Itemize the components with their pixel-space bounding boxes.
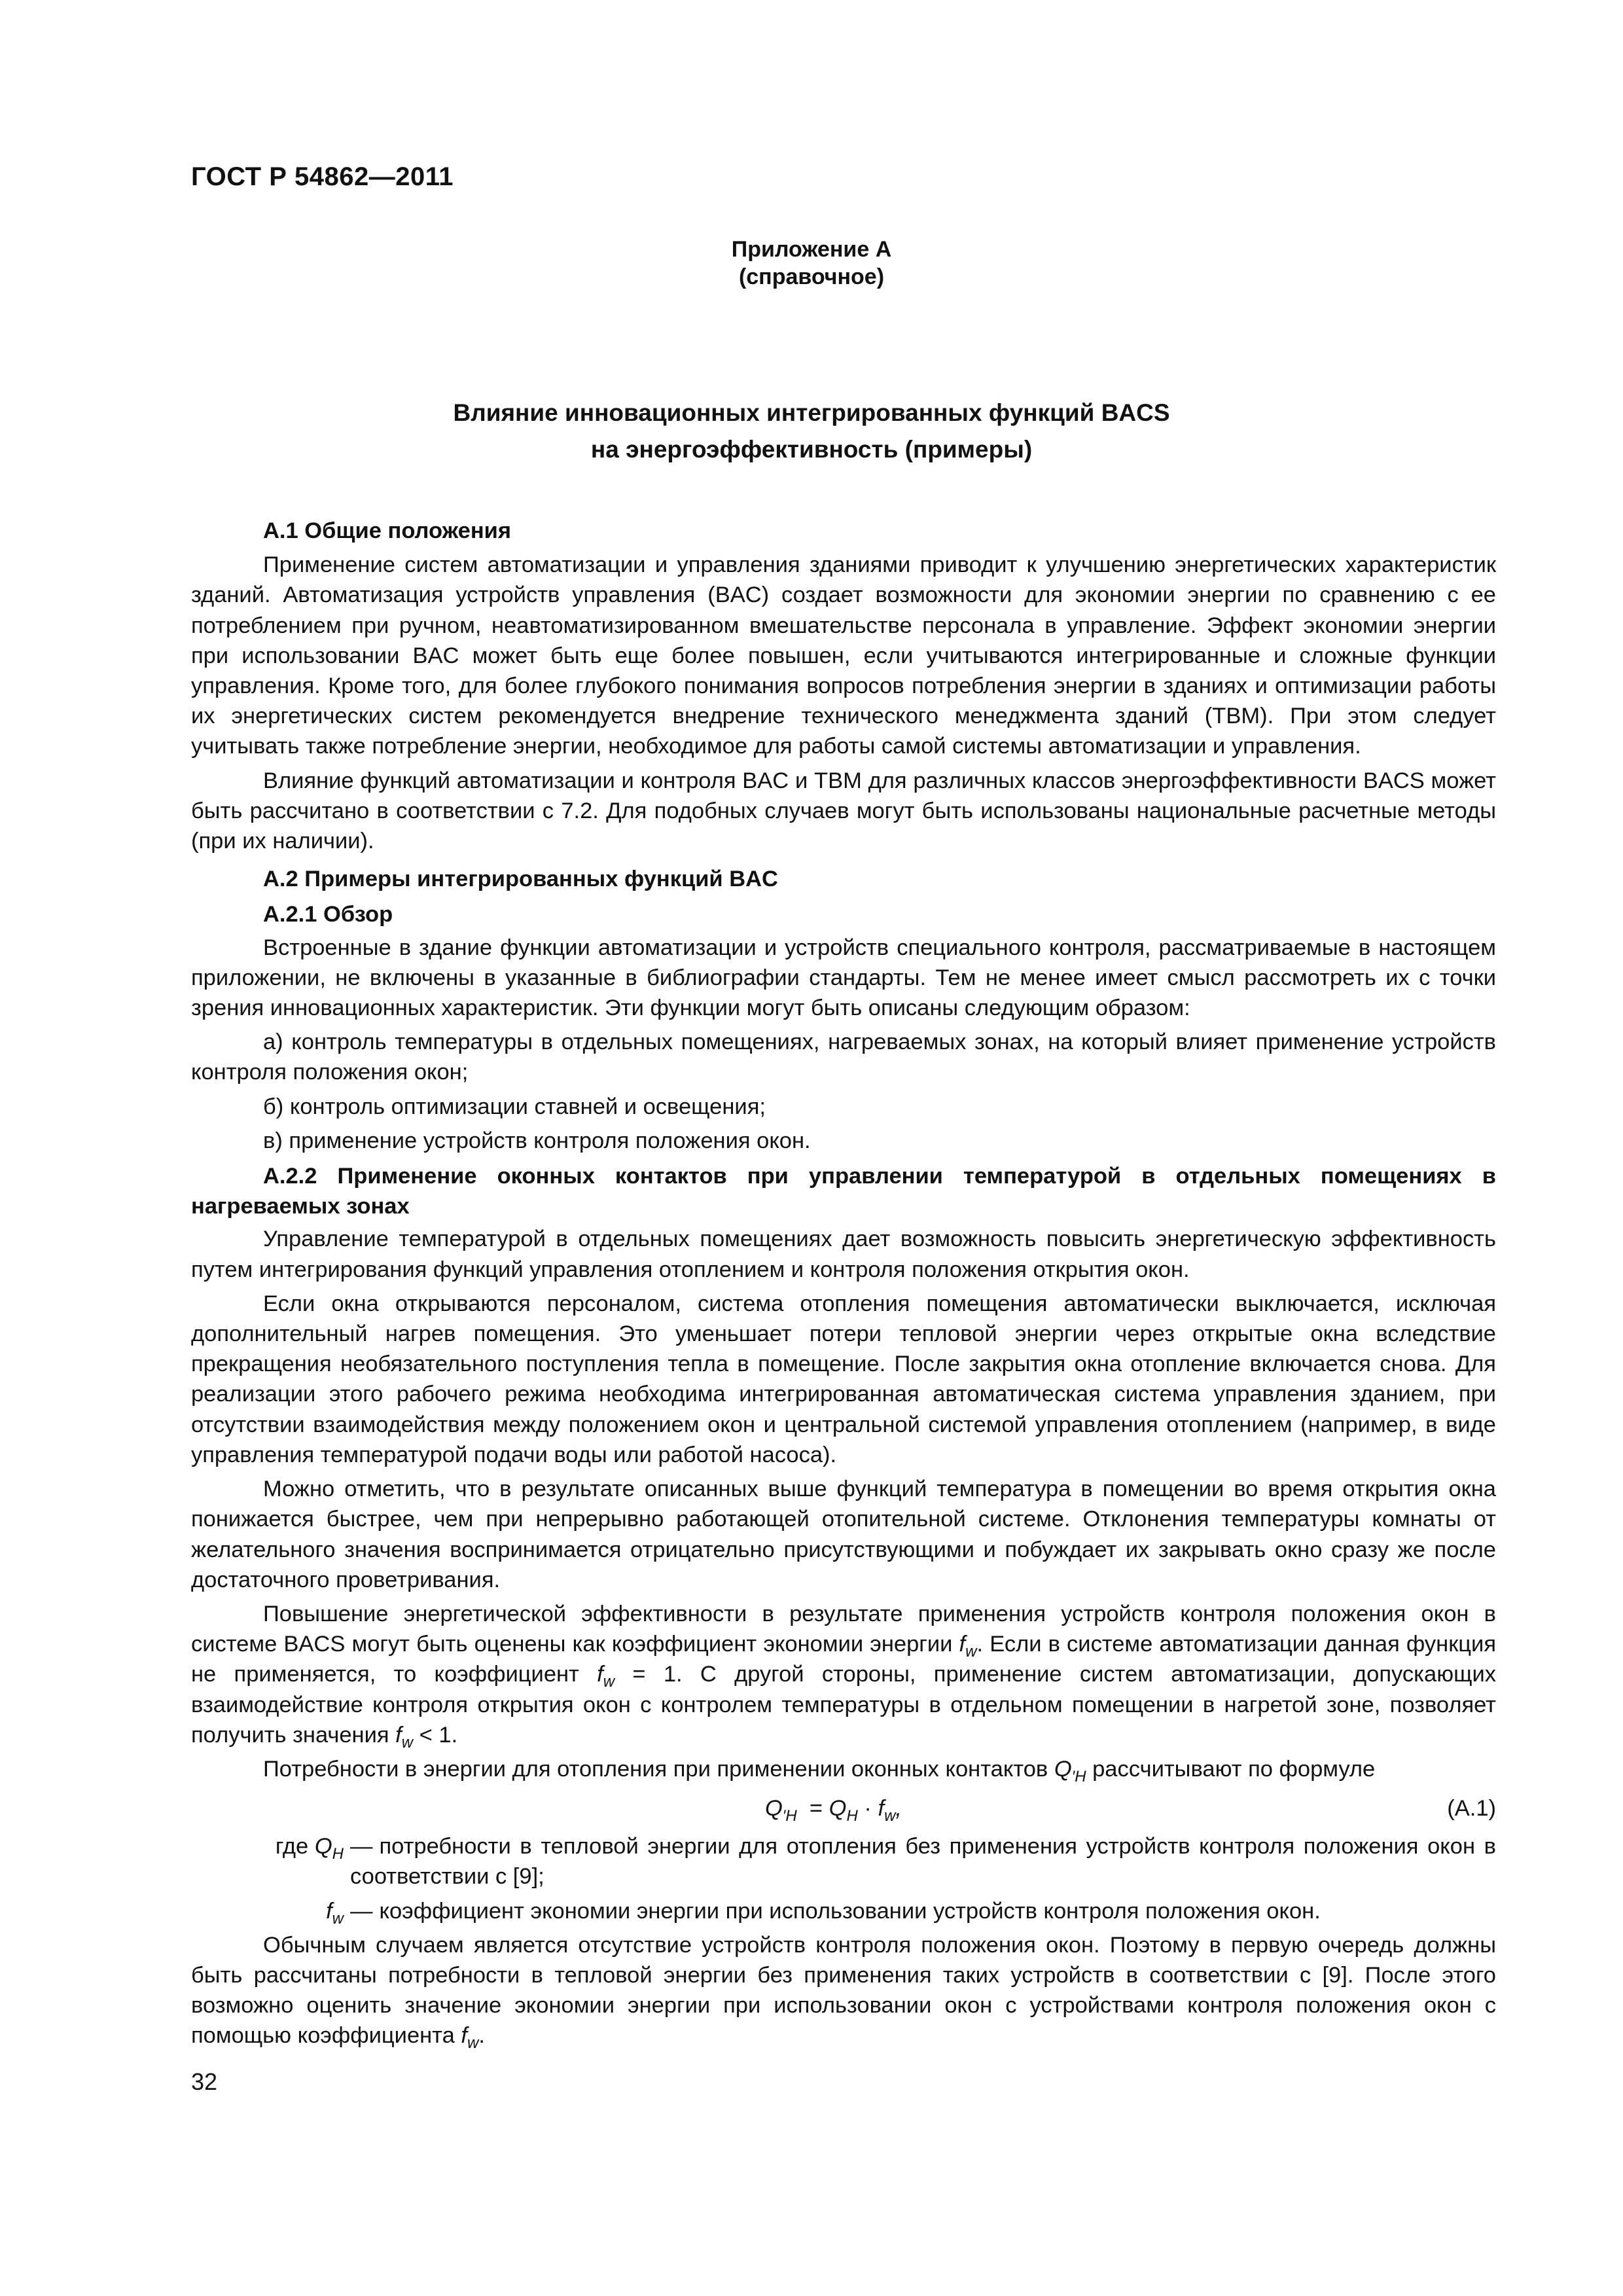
paragraph-with-symbols: Потребности в энергии для отопления при применении оконных контактов $Q_{'H}$ рассчитывают по формуле <box>263 1756 1376 1785</box>
section-heading-a2: А.2 Примеры интегрированных функций BAC <box>263 867 778 892</box>
paragraph: Управление температурой в отдельных помещениях дает возможность повысить энергетическую эффективность путем интегрирования функций управления отоплением и контроля положения открытия окон. <box>191 1227 1496 1282</box>
paragraph: Применение систем автоматизации и управления зданиями приводит к улучшению энергетических характеристик зданий. Автоматизация устройств управления (BAC) создает возможности для экономии энергии по сравнению с ее потреблением при ручном, неавтоматизированном вмешательстве персонала в управление. Эффект экономии энергии при использовании BAC может быть еще более повышен, если учитываются интегрированные и сложные функции управления. Кроме того, для более глубокого понимания вопросов потребления энергии в зданиях и оптимизации работы их энергетических систем рекомендуется внедрение технического менеджмента зданий (ТВМ). При этом следует учитывать также потребление энергии, необходимое для работы самой системы автоматизации и управления. <box>191 552 1496 759</box>
list-item: а) контроль температуры в отдельных помещениях, нагреваемых зонах, на который влияет применение устройств контроля положения окон; <box>191 1030 1496 1085</box>
standard-code: ГОСТ Р 54862—2011 <box>191 162 454 191</box>
appendix-label: Приложение А <box>731 237 892 262</box>
list-item: б) контроль оптимизации ставней и освещения; <box>263 1094 766 1119</box>
document-body <box>191 508 1496 2051</box>
section-heading-a1: А.1 Общие положения <box>263 518 512 543</box>
formula-a1 <box>191 1791 1496 1827</box>
paragraph-with-symbols: Повышение энергетической эффективности в результате применения устройств контроля положения окон в системе BACS могут быть оценены как коэффициент экономии энергии $f_w$. Если в системе автоматизации данная функция не применяется, то коэффициент $f_w = 1$. С другой стороны, применение систем автоматизации, допускающих взаимодействие контроля открытия окон с контролем температуры в отдельном помещении в нагретой зоне, позволяет получить значения $f_w < 1$. <box>191 1601 1497 1751</box>
subsection-heading-a21: А.2.1 Обзор <box>263 902 393 927</box>
formula-number: (А.1) <box>1447 1796 1496 1821</box>
page-number: 32 <box>191 2068 218 2095</box>
paragraph: Если окна открываются персоналом, система отопления помещения автоматически выключается, исключая дополнительный нагрев помещения. Это уменьшает потери тепловой энергии через открытые окна вследствие прекращения необязательного поступления тепла в помещение. После закрытия окна отопление включается снова. Для реализации этого рабочего режима необходима интегрированная автоматическая система управления зданием, при отсутствии взаимодействия между положением окон и центральной системой управления отоплением (например, в виде управления температурой подачи воды или работой насоса). <box>191 1291 1496 1467</box>
paragraph-with-symbols: Обычным случаем является отсутствие устройств контроля положения окон. Поэтому в первую очередь должны быть рассчитаны потребности в тепловой энергии без применения таких устройств в соответствии с [9]. После этого возможно оценить значение экономии энергии при использовании окон с устройствами контроля положения окон с помощью коэффициента $f_w$. <box>191 1932 1496 2053</box>
appendix-kind: (справочное) <box>738 264 885 289</box>
list-item: в) применение устройств контроля положения окон. <box>263 1128 811 1153</box>
appendix-title-line-1: Влияние инновационных интегрированных функций BACS <box>453 399 1170 426</box>
appendix-title-line-2: на энергоэффективность (примеры) <box>590 436 1033 463</box>
definition-fw: $f_w$ — коэффициент экономии энергии при использовании устройств контроля положения окон. <box>326 1898 1321 1928</box>
paragraph: Можно отметить, что в результате описанных выше функций температура в помещении во время открытия окна понижается быстрее, чем при непрерывно работающей отопительной системе. Отклонения температуры комнаты от желательного значения воспринимается отрицательно присутствующими и побуждает их закрывать окно сразу же после достаточного проветривания. <box>191 1477 1496 1592</box>
subsection-heading-a22: А.2.2 Применение оконных контактов при управлении температурой в отдельных помещениях в нагреваемых зонах <box>191 1164 1496 1219</box>
paragraph: Встроенные в здание функции автоматизации и устройств специального контроля, рассматриваемые в настоящем приложении, не включены в указанные в библиографии стандарты. Тем не менее имеет смысл рассмотреть их с точки зрения инновационных характеристик. Эти функции могут быть описаны следующим образом: <box>191 935 1496 1021</box>
formula-expression: $Q_{'H} = Q_H \cdot f_w$, <box>765 1796 902 1825</box>
definition-qh: где $Q_H$ — потребности в тепловой энергии для отопления без применения устройств контроля положения окон в соответствии с [9]; <box>275 1834 1496 1890</box>
paragraph: Влияние функций автоматизации и контроля BAC и ТВМ для различных классов энергоэффективности BACS может быть рассчитано в соответствии с 7.2. Для подобных случаев могут быть использованы национальные расчетные методы (при их наличии). <box>191 768 1496 854</box>
formula-definitions <box>191 1831 1496 1926</box>
